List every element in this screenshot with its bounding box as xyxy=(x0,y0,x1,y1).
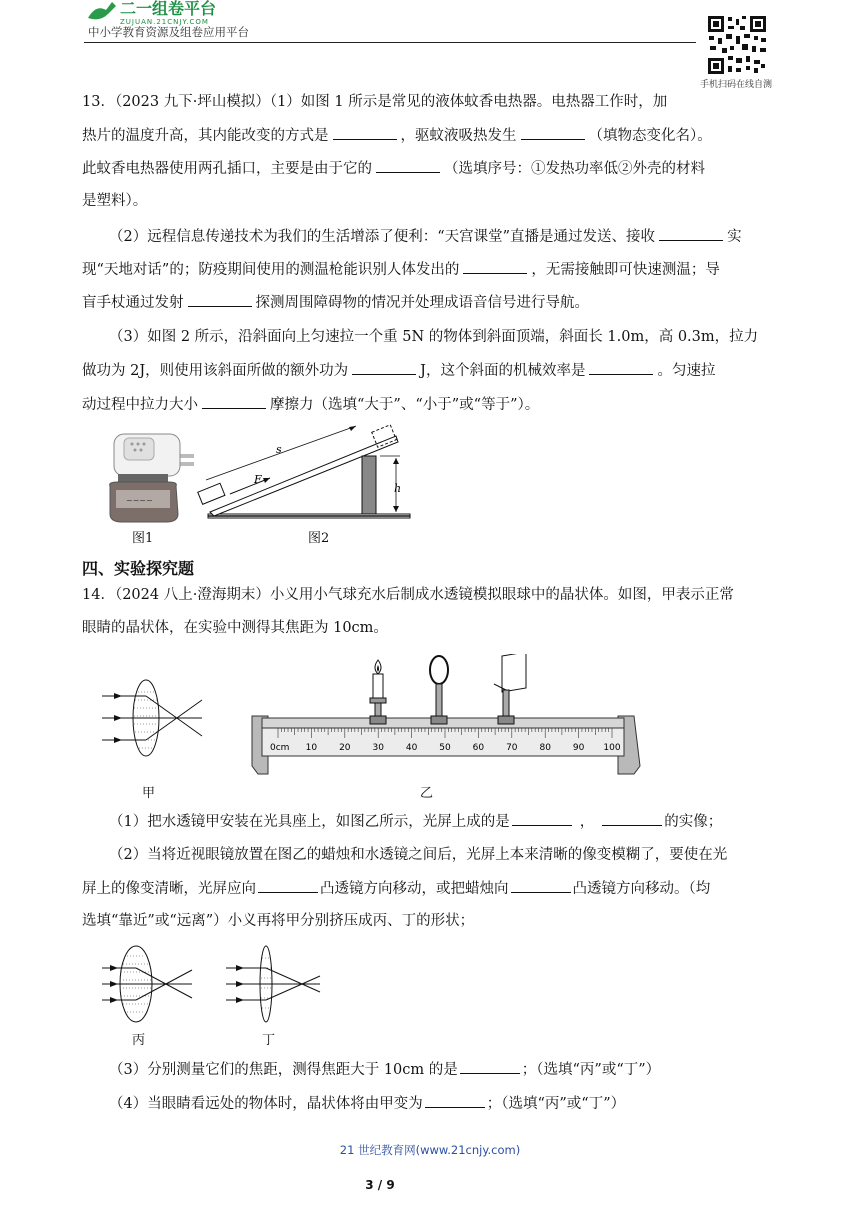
answer-blank[interactable] xyxy=(202,394,266,409)
convex-lens xyxy=(430,656,448,724)
figure-bing-caption: 丙 xyxy=(132,1033,146,1048)
q13-part3-line-1: （3）如图 2 所示，沿斜面向上匀速拉一个重 5N 的物体到斜面顶端，斜面长 1.0m，高 0.3m，拉力 xyxy=(109,329,759,345)
answer-blank[interactable] xyxy=(188,292,252,307)
figure-yi-caption: 乙 xyxy=(420,786,434,801)
answer-blank[interactable] xyxy=(512,811,572,826)
header-rule xyxy=(84,42,696,43)
footer-link[interactable]: 21 世纪教育网(www.21cnjy.com) xyxy=(339,1143,521,1157)
answer-blank[interactable] xyxy=(258,878,318,893)
page-number: 3 / 9 xyxy=(365,1178,395,1192)
q13-part3-line-2: 做功为 2J，则使用该斜面所做的额外功为 J，这个斜面的机械效率是 。匀速拉 xyxy=(82,360,715,381)
q13-line-4: 是塑料）。 xyxy=(82,193,148,209)
answer-blank[interactable] xyxy=(333,125,397,140)
force-label: F xyxy=(254,473,262,486)
answer-blank[interactable] xyxy=(463,259,527,274)
q13-line-1: 13．（2023 九下·坪山模拟）（1）如图 1 所示是常见的液体蚊香电热器。电热器工作时，加 xyxy=(82,94,668,110)
q13-line-3: 此蚊香电热器使用两孔插口，主要是由于它的 （选填序号：①发热功率低②外壳的材料 xyxy=(82,158,705,179)
figure-jia-lens xyxy=(98,676,208,786)
ruler-label: 100 xyxy=(603,743,621,753)
ruler-label: 60 xyxy=(472,743,485,753)
answer-blank[interactable] xyxy=(352,360,416,375)
answer-blank[interactable] xyxy=(376,158,440,173)
logo-text: 二一组卷平台 xyxy=(120,0,217,18)
answer-blank[interactable] xyxy=(659,226,723,241)
figure-ding-caption: 丁 xyxy=(262,1033,276,1048)
ruler-label: 70 xyxy=(506,743,518,753)
figure-2-caption: 图2 xyxy=(308,531,330,546)
ruler-label: 30 xyxy=(372,743,384,753)
q13-line-2: 热片的温度升高，其内能改变的方式是 ，驱蚊液吸热发生 （填物态变化名）。 xyxy=(82,125,712,146)
section-title: 四、实验探究题 xyxy=(82,559,195,578)
answer-blank[interactable] xyxy=(589,360,653,375)
figure-2-inclined-plane xyxy=(196,420,416,524)
ruler-label: 40 xyxy=(405,743,418,753)
figure-bing-lens xyxy=(100,942,200,1028)
answer-blank[interactable] xyxy=(425,1093,485,1108)
q14-sub2-line-1: （2）当将近视眼镜放置在图乙的蜡烛和水透镜之间后，光屏上本来清晰的像变模糊了，要使在光 xyxy=(109,847,728,863)
ruler-label: 0cm xyxy=(270,743,290,753)
ruler-label: 20 xyxy=(339,743,351,753)
q14-sub3: （3）分别测量它们的焦距，测得焦距大于 10cm 的是 ；（选填“丙”或“丁”） xyxy=(109,1059,660,1080)
figure-yi-optical-bench xyxy=(244,654,642,776)
figure-1-mosquito-heater xyxy=(96,430,206,526)
q14-sub1: （1）把水透镜甲安装在光具座上，如图乙所示，光屏上成的是 ， 的实像； xyxy=(109,811,722,832)
qr-code xyxy=(706,14,768,76)
q14-line-1: 14．（2024 八上·澄海期末）小义用小气球充水后制成水透镜模拟眼球中的晶状体。如图，甲表示正常 xyxy=(82,587,734,603)
answer-blank[interactable] xyxy=(521,125,585,140)
ruler-label: 50 xyxy=(439,743,451,753)
q14-sub2-line-2: 屏上的像变清晰，光屏应向 凸透镜方向移动，或把蜡烛向 凸透镜方向移动。（均 xyxy=(82,878,710,899)
q13-part3-line-3: 动过程中拉力大小 摩擦力（选填“大于”、“小于”或“等于”）。 xyxy=(82,394,539,415)
figure-jia-caption: 甲 xyxy=(142,786,156,801)
q13-part2-line-3: 盲手杖通过发射 探测周围障碍物的情况并处理成语音信号进行导航。 xyxy=(82,292,589,313)
ruler-label: 80 xyxy=(539,743,551,753)
answer-blank[interactable] xyxy=(511,878,571,893)
qr-caption: 手机扫码在线自测 xyxy=(700,80,773,90)
length-label: s xyxy=(276,443,282,456)
figure-ding-lens xyxy=(224,942,324,1028)
light-screen xyxy=(494,654,526,724)
figure-1-caption: 图1 xyxy=(132,531,154,546)
ruler-label: 10 xyxy=(305,743,318,753)
ruler-label: 90 xyxy=(572,743,585,753)
q14-sub4: （4）当眼睛看远处的物体时，晶状体将由甲变为 ；（选填“丙”或“丁”） xyxy=(109,1093,625,1114)
q14-sub2-line-3: 选填“靠近”或“远离”）小义再将甲分别挤压成丙、丁的形状； xyxy=(82,913,475,929)
answer-blank[interactable] xyxy=(602,811,662,826)
candle xyxy=(370,660,386,724)
q14-line-2: 眼睛的晶状体，在实验中测得其焦距为 10cm。 xyxy=(82,620,388,636)
logo-url: ZUJUAN.21CNJY.COM xyxy=(120,18,209,26)
answer-blank[interactable] xyxy=(460,1059,520,1074)
header-subtitle: 中小学教育资源及组卷应用平台 xyxy=(88,25,249,39)
height-label: h xyxy=(394,482,402,495)
site-logo xyxy=(86,0,276,26)
q13-part2-line-2: 现“天地对话”的；防疫期间使用的测温枪能识别人体发出的 ，无需接触即可快速测温；导 xyxy=(82,259,720,280)
q13-part2-line-1: （2）远程信息传递技术为我们的生活增添了便利：“天宫课堂”直播是通过发送、接收 实 xyxy=(109,226,742,247)
svg-text:~~~~: ~~~~ xyxy=(126,496,153,505)
